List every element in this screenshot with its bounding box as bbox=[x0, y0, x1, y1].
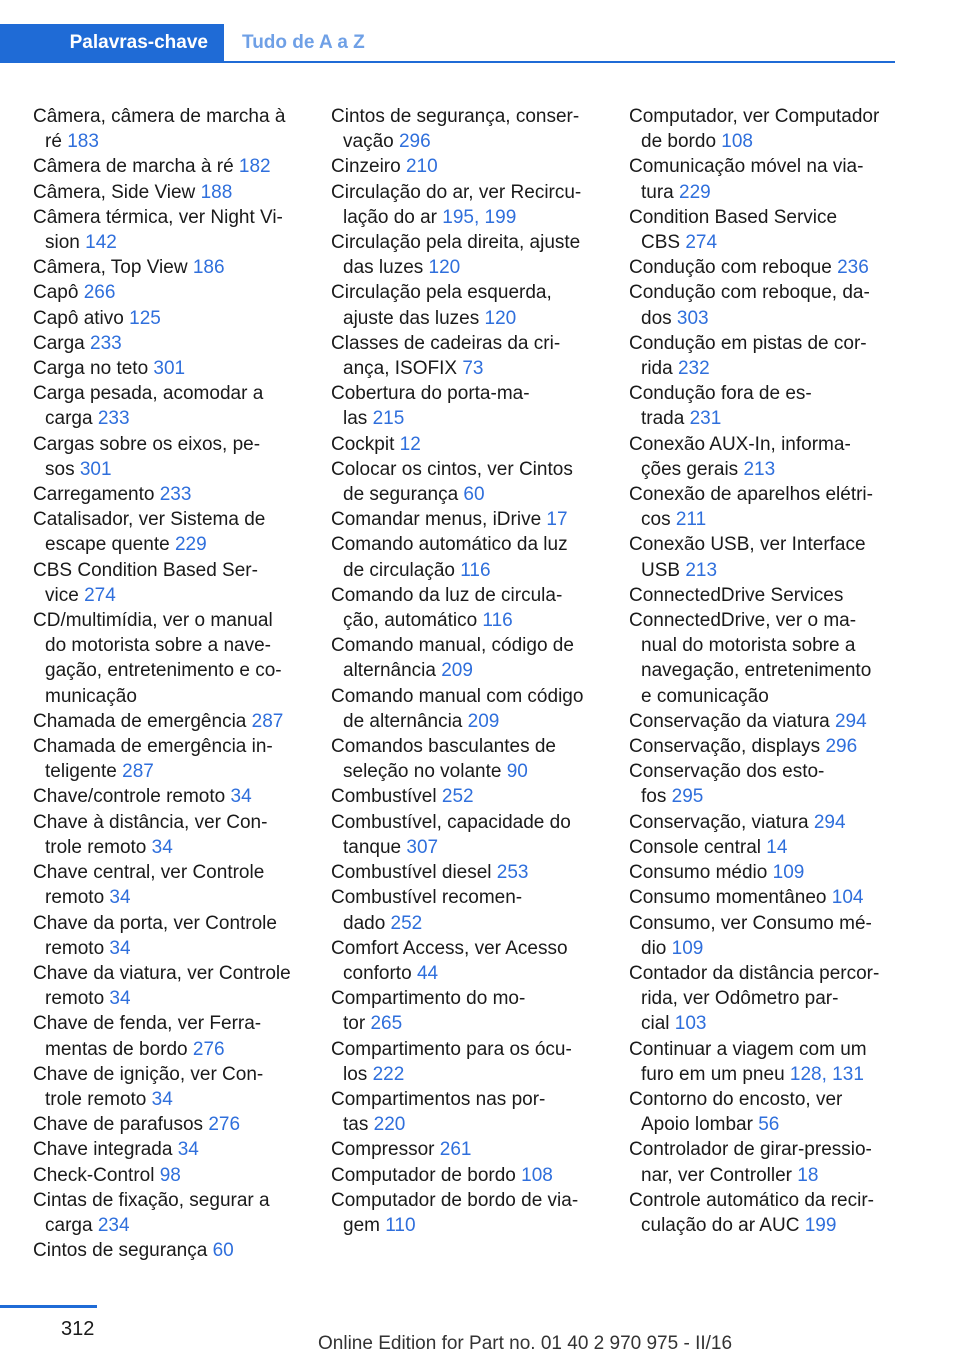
index-entry bbox=[629, 255, 899, 280]
index-entry bbox=[331, 684, 601, 734]
page-reference-link[interactable]: 34 bbox=[151, 1088, 173, 1110]
index-entry-text: Conservação, viatura bbox=[629, 811, 814, 833]
page-reference-link[interactable]: 301 bbox=[79, 458, 112, 480]
page-reference-link[interactable]: 18 bbox=[797, 1164, 819, 1186]
index-entry bbox=[33, 306, 303, 331]
index-entry-text: Comandos basculantes de seleção no volante bbox=[331, 736, 556, 783]
index-entry bbox=[33, 482, 303, 507]
index-entry bbox=[629, 734, 899, 759]
index-entry bbox=[331, 583, 601, 633]
page-reference-link[interactable]: 210 bbox=[405, 156, 438, 178]
page-reference-link[interactable]: 236 bbox=[837, 257, 869, 279]
index-entry-text: Conservação da viatura bbox=[629, 710, 835, 732]
index-entry-text: Câmera, Side View bbox=[33, 181, 201, 203]
index-entry-text: Colocar os cintos, ver Cintos de segurança bbox=[331, 458, 573, 506]
page-reference-link[interactable]: 261 bbox=[439, 1139, 472, 1161]
index-entry-text: Chave da porta, ver Controle remoto bbox=[33, 912, 277, 959]
index-entry bbox=[629, 911, 899, 961]
index-entry-text: Carga pesada, acomodar a carga bbox=[33, 383, 264, 430]
page-reference-link[interactable]: 209 bbox=[467, 710, 500, 732]
index-entry bbox=[33, 1112, 303, 1137]
page-reference-link[interactable]: 14 bbox=[766, 836, 788, 858]
index-entry bbox=[629, 432, 899, 482]
index-entry bbox=[331, 331, 601, 381]
index-entry-text: CBS Condition Based Ser‐ vice bbox=[33, 559, 258, 606]
index-entry bbox=[629, 835, 899, 860]
index-entry bbox=[331, 633, 601, 683]
index-entry-text: Cockpit bbox=[331, 433, 400, 455]
footer-divider bbox=[0, 1305, 97, 1308]
page-reference-link[interactable]: 252 bbox=[390, 912, 423, 934]
index-entry bbox=[331, 810, 601, 860]
tab-tudo-de-a-a-z-label: Tudo de A a Z bbox=[242, 31, 365, 53]
index-entry-text: Circulação pela esquerda, ajuste das luzes bbox=[331, 282, 552, 329]
page-reference-link[interactable]: 109 bbox=[671, 937, 704, 959]
index-entry bbox=[33, 608, 303, 709]
page-reference-link[interactable]: 274 bbox=[685, 232, 718, 254]
index-entry-text: Compartimentos nas por‐ tas bbox=[331, 1088, 546, 1136]
index-entry-text: Consumo momentâneo bbox=[629, 887, 832, 909]
index-entry-text: Chave central, ver Controle remoto bbox=[33, 862, 265, 909]
index-entry bbox=[629, 532, 899, 582]
page-reference-link[interactable]: 34 bbox=[109, 887, 131, 909]
index-entry bbox=[629, 1188, 899, 1238]
index-entry bbox=[629, 860, 899, 885]
page-reference-link[interactable]: 233 bbox=[97, 408, 130, 430]
tab-palavras-chave-label: Palavras-chave bbox=[69, 31, 208, 53]
page-reference-link[interactable]: 252 bbox=[441, 786, 474, 808]
page-reference-link[interactable]: 276 bbox=[208, 1114, 241, 1136]
page-reference-link[interactable]: 98 bbox=[159, 1164, 181, 1186]
index-entry bbox=[629, 759, 899, 809]
index-entry bbox=[629, 961, 899, 1037]
page-reference-link[interactable]: 110 bbox=[385, 1214, 416, 1236]
index-entry bbox=[33, 1011, 303, 1061]
index-entry bbox=[331, 986, 601, 1036]
page-reference-link[interactable]: 253 bbox=[496, 862, 529, 884]
index-entry bbox=[33, 709, 303, 734]
page-reference-link[interactable]: 186 bbox=[192, 257, 225, 279]
index-entry bbox=[33, 356, 303, 381]
index-entry-text: Câmera de marcha à ré bbox=[33, 156, 239, 178]
index-entry-text: Computador de bordo bbox=[331, 1164, 522, 1186]
page-number: 312 bbox=[61, 1318, 95, 1340]
index-entry bbox=[629, 104, 899, 154]
page-reference-link[interactable]: 296 bbox=[825, 736, 858, 758]
index-entry bbox=[331, 104, 601, 154]
index-entry-text: Conexão USB, ver Interface USB bbox=[629, 534, 866, 581]
index-entry-text: Computador, ver Computador de bordo bbox=[629, 106, 880, 153]
index-entry bbox=[331, 280, 601, 330]
index-entry-text: Combustível, capacidade do tanque bbox=[331, 811, 571, 858]
page-reference-link[interactable]: 195, 199 bbox=[442, 206, 517, 228]
page-reference-link[interactable]: 116 bbox=[482, 610, 513, 632]
index-entry bbox=[331, 936, 601, 986]
page-reference-link[interactable]: 125 bbox=[129, 307, 161, 329]
index-entry-text: Condition Based Service CBS bbox=[629, 206, 838, 254]
page-reference-link[interactable]: 182 bbox=[238, 156, 271, 178]
index-entry bbox=[33, 1163, 303, 1188]
index-entry bbox=[33, 331, 303, 356]
page-reference-link[interactable]: 303 bbox=[676, 307, 709, 329]
index-entry bbox=[33, 432, 303, 482]
page-reference-link[interactable]: 17 bbox=[546, 509, 568, 531]
index-entry-text: Capô ativo bbox=[33, 307, 130, 329]
page-reference-link[interactable]: 287 bbox=[251, 710, 284, 732]
page-reference-link[interactable]: 232 bbox=[677, 358, 710, 380]
index-entry bbox=[629, 1037, 899, 1087]
page-reference-link[interactable]: 296 bbox=[398, 131, 431, 153]
index-entry-text: Comando manual com código de alternância bbox=[331, 685, 584, 732]
edition-footer: Online Edition for Part no. 01 40 2 970 975 - II/16 bbox=[318, 1333, 733, 1354]
page-reference-link[interactable]: 229 bbox=[174, 534, 207, 556]
page-reference-link[interactable]: 116 bbox=[460, 559, 491, 581]
page-reference-link[interactable]: 229 bbox=[679, 181, 711, 203]
page-reference-link[interactable]: 34 bbox=[151, 836, 173, 858]
page-reference-link[interactable]: 120 bbox=[484, 307, 517, 329]
index-entry-text: Chave de parafusos bbox=[33, 1114, 209, 1136]
index-entry-text: Conservação dos esto‐ fos bbox=[629, 761, 825, 808]
index-entry-text: Condução fora de es‐ trada bbox=[629, 383, 812, 430]
index-entry bbox=[629, 1137, 899, 1187]
index-entry bbox=[331, 1087, 601, 1137]
tab-palavras-chave[interactable] bbox=[0, 24, 224, 61]
index-entry-text: Condução com reboque, da‐ dos bbox=[629, 282, 870, 329]
index-entry-text: Contorno do encosto, ver Apoio lombar bbox=[629, 1088, 843, 1136]
index-entry-text: Chamada de emergência in‐ teligente bbox=[33, 736, 273, 783]
index-entry-text: Consumo médio bbox=[629, 862, 773, 884]
index-entry bbox=[331, 507, 601, 532]
index-entry bbox=[629, 583, 899, 608]
index-entry bbox=[33, 911, 303, 961]
index-column-3 bbox=[629, 104, 899, 1238]
page-reference-link[interactable]: 307 bbox=[406, 836, 439, 858]
index-entry-text: Carga bbox=[33, 332, 91, 354]
index-entry bbox=[331, 885, 601, 935]
index-entry bbox=[331, 154, 601, 179]
page-reference-link[interactable]: 44 bbox=[416, 962, 439, 984]
index-entry bbox=[629, 885, 899, 910]
index-entry bbox=[33, 1188, 303, 1238]
index-entry bbox=[629, 482, 899, 532]
index-entry-text: Combustível bbox=[331, 786, 442, 808]
index-entry bbox=[33, 734, 303, 784]
index-entry bbox=[33, 280, 303, 305]
page-reference-link[interactable]: 266 bbox=[83, 282, 116, 304]
index-entry-text: Conservação, displays bbox=[629, 736, 826, 758]
page-reference-link[interactable]: 142 bbox=[85, 232, 117, 254]
index-entry bbox=[331, 734, 601, 784]
header-divider bbox=[0, 61, 895, 63]
index-entry bbox=[629, 1087, 899, 1137]
index-entry-text: Console central bbox=[629, 836, 767, 858]
index-entry bbox=[629, 280, 899, 330]
index-entry-text: Consumo, ver Consumo mé‐ dio bbox=[629, 912, 872, 959]
index-entry-text: Chave de fenda, ver Ferra‐ mentas de bordo bbox=[33, 1013, 262, 1060]
index-entry-text: Comunicação móvel na via‐ tura bbox=[629, 156, 864, 203]
index-entry bbox=[629, 154, 899, 204]
index-entry bbox=[331, 432, 601, 457]
index-entry-text: Cargas sobre os eixos, pe‐ sos bbox=[33, 433, 261, 480]
index-entry bbox=[33, 558, 303, 608]
index-entry-text: Classes de cadeiras da cri‐ ança, ISOFIX bbox=[331, 332, 561, 380]
page-reference-link[interactable]: 12 bbox=[399, 433, 421, 455]
index-entry-text: Circulação do ar, ver Recircu‐ lação do ar bbox=[331, 181, 582, 228]
index-entry-text: Câmera, câmera de marcha à ré bbox=[33, 106, 286, 153]
index-entry bbox=[331, 860, 601, 885]
index-entry bbox=[33, 961, 303, 1011]
index-entry bbox=[629, 810, 899, 835]
page-reference-link[interactable]: 294 bbox=[813, 811, 846, 833]
page-reference-link[interactable]: 60 bbox=[212, 1240, 234, 1262]
index-entry bbox=[331, 457, 601, 507]
page-reference-link[interactable]: 104 bbox=[831, 887, 864, 909]
page-reference-link[interactable]: 233 bbox=[90, 332, 122, 354]
index-entry-text: Comfort Access, ver Acesso conforto bbox=[331, 937, 568, 984]
index-entry bbox=[331, 1137, 601, 1162]
page-reference-link[interactable]: 188 bbox=[200, 181, 233, 203]
index-entry bbox=[33, 860, 303, 910]
page-reference-link[interactable]: 222 bbox=[372, 1063, 405, 1085]
index-entry-text: Compartimento para os ócu‐ los bbox=[331, 1038, 572, 1085]
page-reference-link[interactable]: 231 bbox=[689, 408, 722, 430]
index-entry bbox=[331, 180, 601, 230]
index-entry-text: Check-Control bbox=[33, 1164, 160, 1186]
index-entry-text: Chave integrada bbox=[33, 1139, 178, 1161]
index-entry-text: Contador da distância percor‐ rida, ver Odômetro par‐ cial bbox=[629, 962, 880, 1035]
index-entry bbox=[33, 154, 303, 179]
page-reference-link[interactable]: 213 bbox=[685, 559, 718, 581]
page-reference-link[interactable]: 34 bbox=[109, 937, 131, 959]
index-entry-text: Capô bbox=[33, 282, 84, 304]
index-entry bbox=[33, 810, 303, 860]
index-entry-text: Combustível diesel bbox=[331, 862, 497, 884]
page-reference-link[interactable]: 211 bbox=[675, 509, 707, 531]
index-entry-text: Chave/controle remoto bbox=[33, 786, 231, 808]
page-reference-link[interactable]: 60 bbox=[463, 484, 485, 506]
index-entry bbox=[33, 205, 303, 255]
index-entry bbox=[33, 104, 303, 154]
index-entry bbox=[331, 381, 601, 431]
index-entry-text: Compressor bbox=[331, 1139, 440, 1161]
index-entry-text: Catalisador, ver Sistema de escape quente bbox=[33, 509, 266, 556]
index-entry-text: Conexão AUX-In, informa‐ ções gerais bbox=[629, 433, 851, 480]
index-entry bbox=[33, 507, 303, 557]
index-entry-text: Conexão de aparelhos elétri‐ cos bbox=[629, 484, 873, 531]
index-entry-text: Controle automático da recir‐ culação do ar AUC bbox=[629, 1189, 874, 1236]
page-reference-link[interactable]: 120 bbox=[428, 257, 461, 279]
page-reference-link[interactable]: 108 bbox=[521, 1164, 553, 1186]
index-entry bbox=[33, 1238, 303, 1263]
index-entry bbox=[331, 1188, 601, 1238]
index-entry bbox=[629, 381, 899, 431]
index-entry-text: Cobertura do porta-ma‐ las bbox=[331, 383, 530, 430]
index-entry-text: Cintas de fixação, segurar a carga bbox=[33, 1189, 270, 1236]
index-entry-text: CD/multimídia, ver o manual do motorista sobre a nave‐ gação, entretenimento e co‐ municação bbox=[33, 610, 282, 707]
page-reference-link[interactable]: 108 bbox=[721, 131, 753, 153]
index-entry-text: Cintos de segurança bbox=[33, 1240, 213, 1262]
index-entry-text: Comando automático da luz de circulação bbox=[331, 534, 568, 581]
index-entry bbox=[629, 608, 899, 709]
index-entry-text: Câmera térmica, ver Night Vi‐ sion bbox=[33, 206, 283, 254]
page-reference-link[interactable]: 34 bbox=[230, 786, 252, 808]
page-reference-link[interactable]: 128, 131 bbox=[789, 1063, 864, 1085]
index-entry bbox=[629, 331, 899, 381]
index-entry-text: Controlador de girar-pressio‐ nar, ver Controller bbox=[629, 1139, 872, 1186]
index-entry bbox=[331, 784, 601, 809]
page-reference-link[interactable]: 301 bbox=[153, 358, 186, 380]
page-reference-link[interactable]: 183 bbox=[67, 131, 99, 153]
index-entry bbox=[331, 1037, 601, 1087]
index-entry-text: Condução com reboque bbox=[629, 257, 838, 279]
index-entry bbox=[331, 230, 601, 280]
index-entry bbox=[33, 180, 303, 205]
index-entry-text: Comando da luz de circula‐ ção, automático bbox=[331, 584, 563, 632]
index-entry-text: Circulação pela direita, ajuste das luzes bbox=[331, 232, 581, 279]
index-entry bbox=[33, 1062, 303, 1112]
tab-tudo-de-a-a-z[interactable] bbox=[242, 24, 365, 61]
page-reference-link[interactable]: 34 bbox=[177, 1139, 199, 1161]
page-reference-link[interactable]: 56 bbox=[758, 1114, 780, 1136]
page-reference-link[interactable]: 287 bbox=[122, 761, 154, 783]
index-entry-text: Condução em pistas de cor‐ rida bbox=[629, 332, 867, 380]
index-entry-text: Chamada de emergência bbox=[33, 710, 252, 732]
page-reference-link[interactable]: 213 bbox=[743, 458, 776, 480]
index-entry bbox=[331, 532, 601, 582]
page-reference-link[interactable]: 199 bbox=[804, 1214, 837, 1236]
index-entry-text: Comando manual, código de alternância bbox=[331, 635, 574, 682]
index-column-1 bbox=[33, 104, 303, 1263]
page-reference-link[interactable]: 295 bbox=[671, 786, 704, 808]
page-reference-link[interactable]: 294 bbox=[834, 710, 867, 732]
page-reference-link[interactable]: 90 bbox=[506, 761, 528, 783]
index-entry bbox=[629, 709, 899, 734]
index-entry bbox=[33, 381, 303, 431]
page-reference-link[interactable]: 265 bbox=[370, 1013, 403, 1035]
page-reference-link[interactable]: 276 bbox=[192, 1038, 225, 1060]
page-reference-link[interactable]: 215 bbox=[372, 408, 405, 430]
page-reference-link[interactable]: 34 bbox=[109, 988, 131, 1010]
index-entry bbox=[33, 1137, 303, 1162]
index-entry-text: Computador de bordo de via‐ gem bbox=[331, 1189, 579, 1236]
index-entry bbox=[33, 784, 303, 809]
index-entry bbox=[629, 205, 899, 255]
index-entry-text: Continuar a viagem com um furo em um pneu bbox=[629, 1038, 867, 1085]
index-entry-text: Chave de ignição, ver Con‐ trole remoto bbox=[33, 1063, 264, 1110]
index-entry-text: Câmera, Top View bbox=[33, 257, 193, 279]
index-entry-text: Combustível recomen‐ dado bbox=[331, 887, 523, 934]
index-entry bbox=[33, 255, 303, 280]
index-entry-text: Carga no teto bbox=[33, 358, 154, 380]
index-column-2 bbox=[331, 104, 601, 1238]
index-entry-text: Chave da viatura, ver Controle remoto bbox=[33, 962, 291, 1010]
index-entry-text: Carregamento bbox=[33, 484, 160, 506]
page-reference-link[interactable]: 103 bbox=[674, 1013, 707, 1035]
index-entry-text: Chave à distância, ver Con‐ trole remoto bbox=[33, 811, 268, 858]
page-reference-link[interactable]: 233 bbox=[159, 484, 192, 506]
page-reference-link[interactable]: 220 bbox=[373, 1114, 406, 1136]
index-entry-text: ConnectedDrive Services bbox=[629, 584, 844, 606]
index-entry-text: ConnectedDrive, ver o ma‐ nual do motorista sobre a navegação, entretenimento e comunicação bbox=[629, 610, 872, 707]
page-reference-link[interactable]: 109 bbox=[772, 862, 805, 884]
index-entry-text: Cintos de segurança, conser‐ vação bbox=[331, 106, 580, 153]
page-reference-link[interactable]: 73 bbox=[462, 358, 484, 380]
page-reference-link[interactable]: 209 bbox=[441, 660, 473, 682]
index-entry bbox=[331, 1163, 601, 1188]
page-reference-link[interactable]: 274 bbox=[84, 584, 116, 606]
index-entry-text: Comandar menus, iDrive bbox=[331, 509, 547, 531]
index-entry-text: Cinzeiro bbox=[331, 156, 406, 178]
index-entry-text: Compartimento do mo‐ tor bbox=[331, 988, 526, 1035]
page-reference-link[interactable]: 234 bbox=[97, 1214, 130, 1236]
